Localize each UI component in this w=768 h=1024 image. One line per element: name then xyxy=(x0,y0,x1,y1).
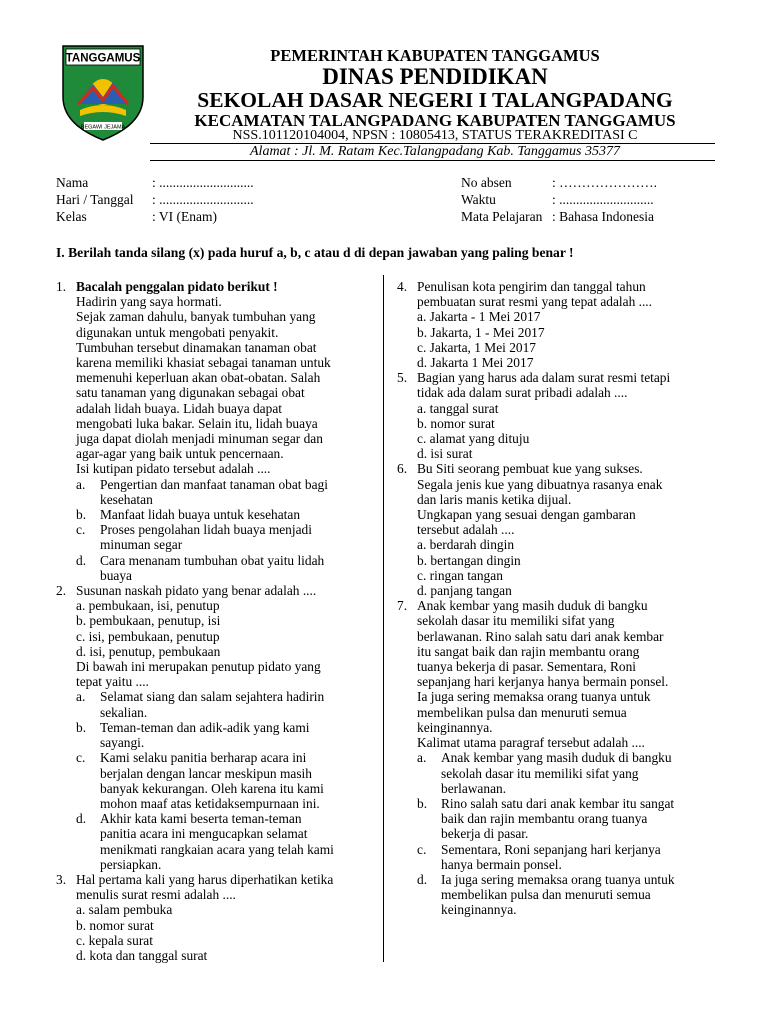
answer-option[interactable]: a. pembukaan, isi, penutup xyxy=(76,598,220,614)
answer-option[interactable]: d. panjang tangan xyxy=(417,583,512,599)
question-1 xyxy=(56,279,374,477)
answer-option[interactable]: d. isi surat xyxy=(417,446,473,462)
answer-option[interactable]: c. kepala surat xyxy=(76,932,153,948)
passage-line: Anak kembar yang masih duduk di bangku xyxy=(417,598,648,614)
answer-option[interactable]: a. Jakarta - 1 Mei 2017 xyxy=(417,309,541,325)
answer-option[interactable]: c. Jakarta, 1 Mei 2017 xyxy=(417,339,536,355)
waktu-field[interactable]: : ............................ xyxy=(552,192,654,207)
passage-line: agar-agar yang baik untuk pencernaan. xyxy=(76,446,284,462)
question-stem: tidak ada dalam surat pribadi adalah .... xyxy=(417,385,628,401)
answer-option[interactable]: b. Jakarta, 1 - Mei 2017 xyxy=(417,324,545,340)
passage-line: karena memiliki khasiat sebagai tanaman untuk xyxy=(76,355,331,371)
column-divider xyxy=(383,275,384,962)
passage-line: digunakan untuk mengobati penyakit. xyxy=(76,324,279,340)
question-stem: Segala jenis kue yang dibuatnya rasanya enak xyxy=(417,476,663,492)
answer-option[interactable]: c. isi, pembukaan, penutup xyxy=(76,628,220,644)
no-absen-field[interactable]: : …………………. xyxy=(552,175,658,190)
hari-tanggal-field[interactable]: : ............................ xyxy=(152,192,254,207)
answer-option[interactable]: b. bertangan dingin xyxy=(417,552,521,568)
question-5 xyxy=(397,370,715,461)
passage-line: keinginannya. xyxy=(417,719,493,735)
question-stem: Kalimat utama paragraf tersebut adalah .... xyxy=(417,735,645,751)
passage-line: membelikan pulsa dan menuruti semua xyxy=(417,704,627,720)
answer-option[interactable]: a. salam pembuka xyxy=(76,902,173,918)
header-district: KECAMATAN TALANGPADANG KABUPATEN TANGGAMUS xyxy=(194,111,676,130)
hari-tanggal-label: Hari / Tanggal xyxy=(56,192,134,207)
passage-line: itu sangat baik dan rajin membantu orang xyxy=(417,643,640,659)
answer-option[interactable]: b. nomor surat xyxy=(76,917,154,933)
question-stem: Bu Siti seorang pembuat kue yang sukses. xyxy=(417,461,643,477)
answer-option[interactable]: c. alamat yang dituju xyxy=(417,431,530,447)
answer-option[interactable]: a. Anak kembar yang masih duduk di bangku sekolah dasar itu memiliki sifat yang berlawanan. xyxy=(417,750,672,796)
answer-option[interactable]: c. ringan tangan xyxy=(417,567,503,583)
tanggamus-logo xyxy=(58,42,148,142)
waktu-label: Waktu xyxy=(461,192,496,207)
mata-pelajaran-label: Mata Pelajaran xyxy=(461,209,543,224)
question-stem: Susunan naskah pidato yang benar adalah .... xyxy=(76,583,317,599)
answer-option[interactable]: b. Manfaat lidah buaya untuk kesehatan xyxy=(76,507,301,523)
question-number: 5. xyxy=(397,370,408,386)
answer-option[interactable]: d. Cara menanam tumbuhan obat yaitu lidah buaya xyxy=(76,552,325,583)
answer-option[interactable]: d. isi, penutup, pembukaan xyxy=(76,643,221,659)
answer-option[interactable]: c. Kami selaku panitia berharap acara ini berjalan dengan lancar meskipun masih banyak kekurangan. Oleh karena itu kami mohon maaf atas ketidaksempurnaan ini. xyxy=(76,750,324,811)
question-stem: menulis surat resmi adalah .... xyxy=(76,887,236,903)
kelas-label: Kelas xyxy=(56,209,87,224)
question-number: 1. xyxy=(56,279,67,294)
left-column xyxy=(56,279,374,963)
header-registration: NSS.101120104004, NPSN : 10805413, STATUS TERAKREDITASI C xyxy=(232,128,638,143)
answer-option[interactable]: d. Jakarta 1 Mei 2017 xyxy=(417,355,534,371)
no-absen-label: No absen xyxy=(461,175,512,190)
logo-motto: BEGAWI JEJAMA xyxy=(80,124,126,131)
passage-line: sepanjang hari kerjanya hanya bermain ponsel. xyxy=(417,674,669,690)
passage-line: Sejak zaman dahulu, banyak tumbuhan yang xyxy=(76,309,316,325)
passage-line: satu tanaman yang digunakan sebagai obat xyxy=(76,385,305,401)
passage-line: tuanya bekerja di pasar. Sementara, Roni xyxy=(417,659,637,675)
logo-text: TANGGAMUS xyxy=(65,52,141,65)
answer-option[interactable]: c. Sementara, Roni sepanjang hari kerjanya hanya bermain ponsel. xyxy=(417,841,661,872)
answer-option[interactable]: a. tanggal surat xyxy=(417,400,499,416)
answer-option[interactable]: b. nomor surat xyxy=(417,415,495,431)
answer-option[interactable]: d. Akhir kata kami beserta teman-teman panitia acara ini mengucapkan selamat menikmati rangkaian acara yang telah kami persiapkan. xyxy=(76,811,334,872)
question-stem: Ungkapan yang sesuai dengan gambaran xyxy=(417,507,636,523)
kelas-value: : VI (Enam) xyxy=(152,209,217,224)
mata-pelajaran-value: : Bahasa Indonesia xyxy=(552,209,654,224)
question-2 xyxy=(56,583,374,689)
question-number: 7. xyxy=(397,598,408,614)
question-stem: Hal pertama kali yang harus diperhatikan ketika xyxy=(76,871,334,887)
question-number: 6. xyxy=(397,461,408,477)
question-stem: pembuatan surat resmi yang tepat adalah .... xyxy=(417,294,652,310)
question-number: 3. xyxy=(56,871,67,887)
passage-line: adalah lidah buaya. Lidah buaya dapat xyxy=(76,400,282,416)
answer-option[interactable]: a. Pengertian dan manfaat tanaman obat bagi kesehatan xyxy=(76,476,328,507)
nama-field[interactable]: : ............................ xyxy=(152,175,254,190)
question-4 xyxy=(397,279,715,370)
answer-option[interactable]: b. pembukaan, penutup, isi xyxy=(76,613,221,629)
header-agency: DINAS PENDIDIKAN xyxy=(322,64,548,89)
question-stem: tepat yaitu .... xyxy=(76,674,149,690)
question-stem: Penulisan kota pengirim dan tanggal tahun xyxy=(417,279,646,294)
nama-label: Nama xyxy=(56,175,89,190)
instruction-text: I. Berilah tanda silang (x) pada huruf a, b, c atau d di depan jawaban yang paling benar ! xyxy=(56,245,574,260)
passage-line: sekolah dasar itu memiliki sifat yang xyxy=(417,613,615,629)
answer-option[interactable]: d. Ia juga sering memaksa orang tuanya untuk membelikan pulsa dan menuruti semua keinginannya. xyxy=(417,871,675,918)
question-number: 2. xyxy=(56,583,67,599)
header-address: Alamat : Jl. M. Ratam Kec.Talangpadang Kab. Tanggamus 35377 xyxy=(250,144,620,159)
answer-option[interactable]: a. berdarah dingin xyxy=(417,537,515,553)
question-number: 4. xyxy=(397,279,408,294)
answer-option[interactable]: c. Proses pengolahan lidah buaya menjadi minuman segar xyxy=(76,522,312,553)
question-stem: Di bawah ini merupakan penutup pidato yang xyxy=(76,659,321,675)
question-stem: tersebut adalah .... xyxy=(417,522,515,538)
header-rule-bottom xyxy=(150,160,715,161)
right-column xyxy=(397,279,715,918)
header-government: PEMERINTAH KABUPATEN TANGGAMUS xyxy=(270,46,600,65)
passage-line: Ia juga sering memaksa orang tuanya untuk xyxy=(417,689,651,705)
passage-line: juga dapat diolah menjadi minuman segar dan xyxy=(76,431,323,447)
passage-line: berlawanan. Rino salah satu dari anak kembar xyxy=(417,628,664,644)
answer-option[interactable]: d. kota dan tanggal surat xyxy=(76,947,208,963)
question-6 xyxy=(397,461,715,598)
answer-option[interactable]: b. Teman-teman dan adik-adik yang kami sayangi. xyxy=(76,719,310,751)
question-stem: Bagian yang harus ada dalam surat resmi tetapi xyxy=(417,370,671,386)
answer-option[interactable]: a. Selamat siang dan salam sejahtera hadirin sekalian. xyxy=(76,689,325,720)
passage-line: memenuhi keperluan akan obat-obatan. Salah xyxy=(76,370,321,386)
question-stem: dan laris manis ketika dijual. xyxy=(417,491,572,507)
passage-line: Tumbuhan tersebut dinamakan tanaman obat xyxy=(76,339,317,355)
answer-option[interactable]: b. Rino salah satu dari anak kembar itu sangat baik dan rajin membantu orang tuanya bekerja di pasar. xyxy=(417,795,675,842)
question-3 xyxy=(56,872,374,963)
question-7 xyxy=(397,598,715,750)
passage-line: Hadirin yang saya hormati. xyxy=(76,294,222,310)
passage-line: mengobati luka bakar. Selain itu, lidah buaya xyxy=(76,415,318,431)
question-prompt: Bacalah penggalan pidato berikut ! xyxy=(76,279,278,294)
header-school-name: SEKOLAH DASAR NEGERI I TALANGPADANG xyxy=(197,88,673,112)
question-stem: Isi kutipan pidato tersebut adalah .... xyxy=(76,461,271,477)
